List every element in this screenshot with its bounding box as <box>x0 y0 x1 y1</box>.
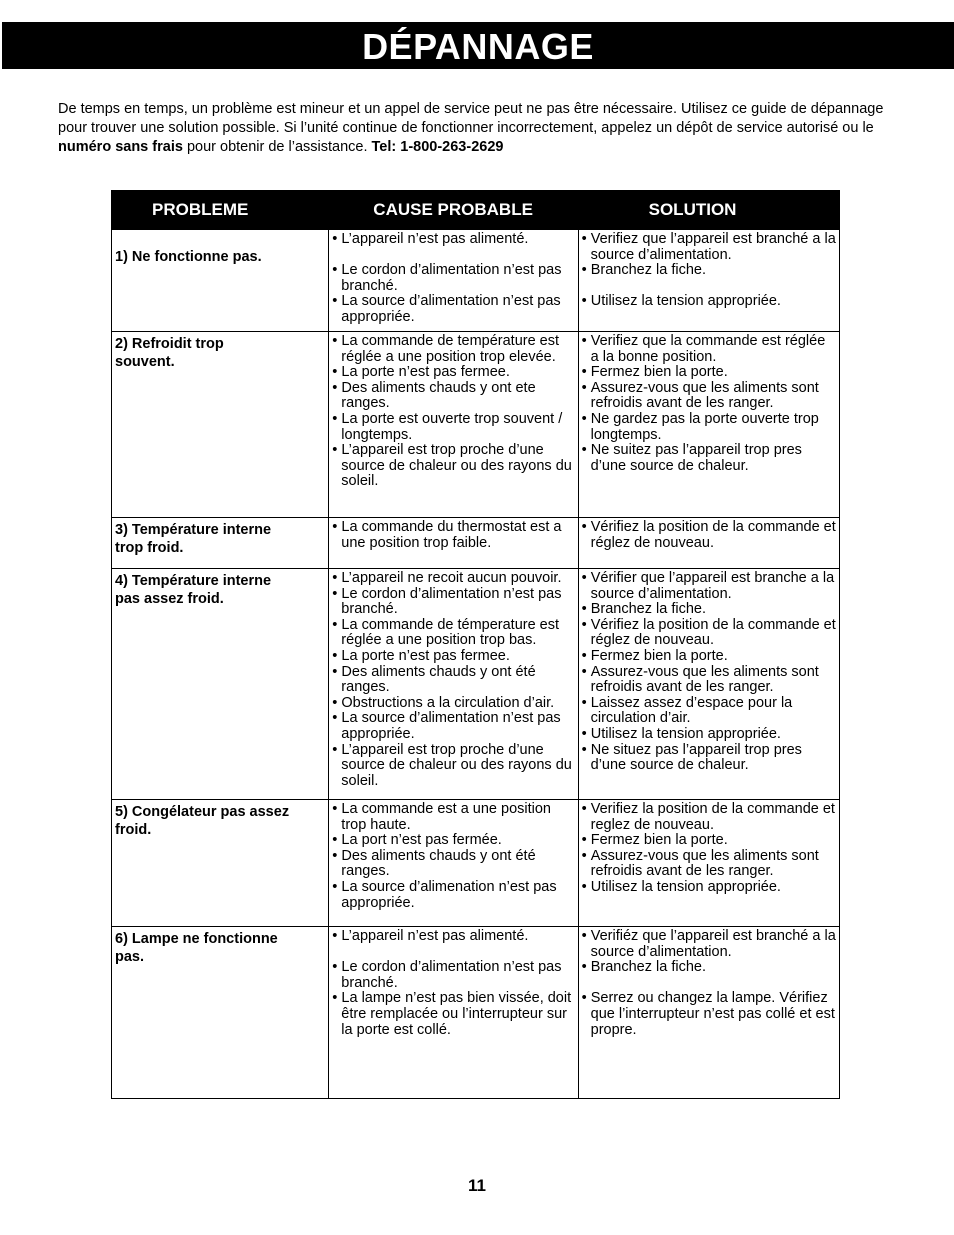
cause-cell <box>329 332 578 518</box>
solution-item: • Laissez assez d’espace pour la circulation d’air. <box>582 696 836 727</box>
cause-item: • L’appareil est trop proche d’une source de chaleur ou des rayons du soleil. <box>332 443 574 490</box>
page-title: DÉPANNAGE <box>362 26 594 67</box>
table-row <box>112 518 840 569</box>
intro-phone: Tel: 1-800-263-2629 <box>371 139 504 155</box>
cause-cell <box>329 927 578 1099</box>
cause-item: • L’appareil n’est pas alimenté. <box>332 929 574 945</box>
cause-item: • Le cordon d’alimentation n’est pas branché. <box>332 960 574 991</box>
table-header-row <box>112 191 840 230</box>
table-row <box>112 927 840 1099</box>
solution-cell <box>578 800 839 927</box>
solution-item: • Branchez la fiche. <box>582 263 836 279</box>
problem-cell <box>112 800 329 927</box>
title-bar <box>2 22 954 69</box>
cause-list <box>329 569 577 789</box>
table-row <box>112 230 840 332</box>
solution-cell <box>578 569 839 800</box>
table-row <box>112 332 840 518</box>
solution-item: • Verifiéz que l’appareil est branché a la source d’alimentation. <box>582 929 836 960</box>
solution-list <box>579 569 839 774</box>
solution-item: • Branchez la fiche. <box>582 602 836 618</box>
spacer <box>582 976 836 992</box>
solution-item: • Ne suitez pas l’appareil trop pres d’une source de chaleur. <box>582 443 836 474</box>
solution-item: • Verifiez que la commande est réglée a la bonne position. <box>582 334 836 365</box>
solution-item: • Assurez-vous que les aliments sont refroidis avant de les ranger. <box>582 665 836 696</box>
solution-list <box>579 927 839 1038</box>
solution-item: • Vérifier que l’appareil est branche a la source d’alimentation. <box>582 571 836 602</box>
cause-item: • La lampe n’est pas bien vissée, doit être remplacée ou l’interrupteur sur la porte est collé. <box>332 991 574 1038</box>
solution-item: • Vérifiez la position de la commande et réglez de nouveau. <box>582 520 836 551</box>
cause-cell <box>329 800 578 927</box>
cause-list <box>329 332 577 490</box>
cause-list <box>329 927 577 1038</box>
problem-cell <box>112 927 329 1099</box>
cause-cell <box>329 569 578 800</box>
solution-item: • Assurez-vous que les aliments sont refroidis avant de les ranger. <box>582 849 836 880</box>
problem-text: 2) Refroidit trop souvent. <box>115 336 224 370</box>
cause-item: • Le cordon d’alimentation n’est pas branché. <box>332 587 574 618</box>
solution-item: • Serrez ou changez la lampe. Vérifiez que l’interrupteur n’est pas collé et est propre. <box>582 991 836 1038</box>
header-problem: PROBLEME <box>112 191 329 230</box>
problem-text: 4) Température interne pas assez froid. <box>115 573 272 607</box>
solution-item: • Assurez-vous que les aliments sont refroidis avant de les ranger. <box>582 381 836 412</box>
cause-item: • Le cordon d’alimentation n’est pas branché. <box>332 263 574 294</box>
solution-cell <box>578 230 839 332</box>
cause-item: • La source d’alimentation n’est pas appropriée. <box>332 711 574 742</box>
troubleshooting-table <box>111 190 840 1099</box>
problem-cell <box>112 230 329 332</box>
spacer <box>332 945 574 961</box>
solution-list <box>579 230 839 310</box>
cause-item: • La commande de témperature est réglée a une position trop bas. <box>332 618 574 649</box>
cause-list <box>329 230 577 326</box>
intro-toll-free: numéro sans frais <box>58 139 183 155</box>
cause-item: • Des aliments chauds y ont ete ranges. <box>332 381 574 412</box>
cause-item: • Des aliments chauds y ont été ranges. <box>332 665 574 696</box>
cause-item: • Des aliments chauds y ont été ranges. <box>332 849 574 880</box>
cause-list <box>329 518 577 551</box>
cause-item: • La commande de température est réglée a une position trop elevée. <box>332 334 574 365</box>
solution-item: • Utilisez la tension appropriée. <box>582 880 836 896</box>
solution-cell <box>578 927 839 1099</box>
problem-text: 6) Lampe ne fonctionne pas. <box>115 931 278 965</box>
solution-item: • Ne gardez pas la porte ouverte trop longtemps. <box>582 412 836 443</box>
problem-cell <box>112 332 329 518</box>
problem-cell <box>112 518 329 569</box>
solution-list <box>579 518 839 551</box>
cause-item: • L’appareil ne recoit aucun pouvoir. <box>332 571 574 587</box>
solution-item: • Verifiez que l’appareil est branché a la source d’alimentation. <box>582 232 836 263</box>
table-row <box>112 569 840 800</box>
cause-item: • La source d’alimenation n’est pas appropriée. <box>332 880 574 911</box>
solution-item: • Verifiez la position de la commande et reglez de nouveau. <box>582 802 836 833</box>
solution-list <box>579 332 839 474</box>
solution-item: • Utilisez la tension appropriée. <box>582 294 836 310</box>
intro-text-1: De temps en temps, un problème est mineur et un appel de service peut ne pas être nécessaire. Utilisez ce guide de dépannage pour trouver une solution possible. Si l’unité continue de fonctionner incorrectement, appelez un dépôt de service autorisé ou le <box>58 101 884 136</box>
solution-list <box>579 800 839 896</box>
solution-item: • Fermez bien la porte. <box>582 649 836 665</box>
solution-item: • Utilisez la tension appropriée. <box>582 727 836 743</box>
spacer <box>582 279 836 295</box>
spacer <box>332 248 574 264</box>
cause-item: • Obstructions a la circulation d’air. <box>332 696 574 712</box>
solution-cell <box>578 332 839 518</box>
intro-text-2: pour obtenir de l’assistance. <box>182 139 372 155</box>
cause-item: • La port n’est pas fermée. <box>332 833 574 849</box>
page-number: 11 <box>468 1176 486 1195</box>
cause-list <box>329 800 577 911</box>
cause-cell <box>329 518 578 569</box>
cause-item: • La porte est ouverte trop souvent / longtemps. <box>332 412 574 443</box>
problem-text: 5) Congélateur pas assez froid. <box>115 804 290 838</box>
header-cause: CAUSE PROBABLE <box>329 191 578 230</box>
solution-cell <box>578 518 839 569</box>
cause-item: • La porte n’est pas fermee. <box>332 649 574 665</box>
solution-item: • Fermez bien la porte. <box>582 365 836 381</box>
problem-text: 1) Ne fonctionne pas. <box>115 249 262 265</box>
intro-paragraph <box>58 100 898 157</box>
cause-item: • La porte n’est pas fermee. <box>332 365 574 381</box>
table-row <box>112 800 840 927</box>
cause-item: • L’appareil n’est pas alimenté. <box>332 232 574 248</box>
cause-item: • La commande du thermostat est a une position trop faible. <box>332 520 574 551</box>
cause-item: • L’appareil est trop proche d’une source de chaleur ou des rayons du soleil. <box>332 743 574 790</box>
solution-item: • Fermez bien la porte. <box>582 833 836 849</box>
cause-item: • La commande est a une position trop haute. <box>332 802 574 833</box>
solution-item: • Ne situez pas l’appareil trop pres d’une source de chaleur. <box>582 743 836 774</box>
cause-item: • La source d’alimentation n’est pas appropriée. <box>332 294 574 325</box>
solution-item: • Branchez la fiche. <box>582 960 836 976</box>
solution-item: • Vérifiez la position de la commande et réglez de nouveau. <box>582 618 836 649</box>
problem-cell <box>112 569 329 800</box>
problem-text: 3) Température interne trop froid. <box>115 522 272 556</box>
cause-cell <box>329 230 578 332</box>
header-solution: SOLUTION <box>578 191 839 230</box>
